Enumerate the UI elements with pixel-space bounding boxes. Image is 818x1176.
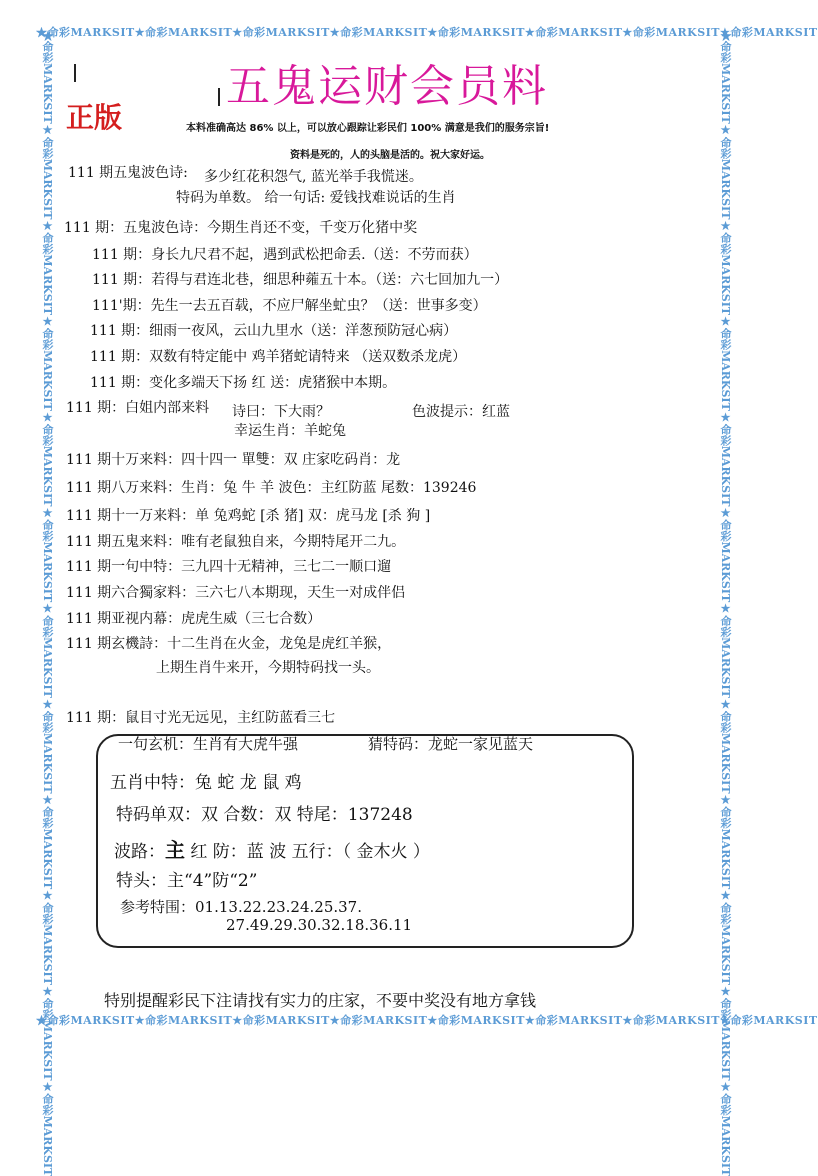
line-3: 111 期：身长九尺君不起，遇到武松把命丢.（送：不劳而获） [92, 247, 478, 263]
subtitle-motto: 资料是死的，人的头脑是活的。祝大家好运。 [290, 150, 490, 161]
box-range-2: 27.49.29.30.32.18.36.11 [226, 916, 413, 934]
box-wave-rest: 红 防：蓝 波 五行：（ 金木火 ） [185, 842, 430, 862]
line-18: 111 期：鼠目寸光无远见，主红防蓝看三七 [66, 710, 336, 726]
border-left: ★命彩MARKSIT★命彩MARKSIT★命彩MARKSIT★命彩MARKSIT★命彩MARKSIT★命彩MARKSIT★命彩MARKSIT★命彩MARKSIT★命彩MARKSIT★命彩MARKSIT★命彩MARKSIT★命彩MARKSIT [41, 30, 54, 1176]
line-1b: 多少红花积怨气, 蓝光举手我慌迷。 [204, 169, 423, 185]
line-11: 111 期八万来料：生肖：兔 牛 羊 波色：主红防蓝 尾数：139246 [66, 480, 477, 496]
subtitle-accuracy: 本料准确高达 86% 以上，可以放心跟踪让彩民们 100% 满意是我们的服务宗旨! [186, 123, 550, 134]
line-15: 111 期六合獨家料：三六七八本期现，天生一对成伴侣 [66, 585, 406, 601]
line-14: 111 期一句中特：三九四十无精神，三七二一顺口遛 [66, 559, 392, 575]
line-9b: 诗曰：下大雨？ [232, 404, 330, 420]
genuine-stamp: 正版 [66, 101, 123, 134]
divider-mark [74, 64, 76, 82]
box-wave-label: 波路： [114, 842, 165, 862]
box-wave [114, 834, 430, 863]
line-1c: 特码为单数。 给一句话: 爱钱找难说话的生肖 [176, 190, 456, 206]
line-17b: 上期生肖牛来开，今期特码找一头。 [156, 660, 380, 676]
box-wave-main: 主 [165, 838, 185, 862]
box-riddle: 一句玄机：生肖有大虎牛强 [118, 735, 299, 753]
box-range: 参考特围：01.13.22.23.24.25.37. [120, 898, 362, 916]
line-9a: 111 期：白姐内部来料 [66, 400, 210, 416]
line-7: 111 期：双数有特定能中 鸡羊猪蛇请特来 （送双数杀龙虎） [90, 349, 467, 365]
line-17a: 111 期玄機詩：十二生肖在火金，龙兔是虎红羊猴， [66, 636, 392, 652]
line-12: 111 期十一万来料：单 兔鸡蛇 [杀 猪] 双：虎马龙 [杀 狗 ] [66, 508, 431, 524]
line-16: 111 期亚视内幕：虎虎生威（三七合数） [66, 611, 322, 627]
line-8: 111 期：变化多端天下扬 红 送：虎猪猴中本期。 [90, 375, 397, 391]
line-5: 111'期：先生一去五百载，不应尸解坐虻虫？（送：世事多变） [92, 298, 487, 314]
page-title: 五鬼运财会员料 [226, 61, 548, 112]
border-right: ★命彩MARKSIT★命彩MARKSIT★命彩MARKSIT★命彩MARKSIT★命彩MARKSIT★命彩MARKSIT★命彩MARKSIT★命彩MARKSIT★命彩MARKSIT★命彩MARKSIT★命彩MARKSIT★命彩MARKSIT [719, 30, 732, 1176]
line-4: 111 期：若得与君连北巷，细思种蕹五十本。（送：六七回加九一） [92, 272, 509, 288]
line-10: 111 期十万来料：四十四一 單雙：双 庄家吃码肖：龙 [66, 452, 401, 468]
box-five-zodiac: 五肖中特：兔 蛇 龙 鼠 鸡 [110, 773, 302, 793]
border-bottom: ★命彩MARKSIT★命彩MARKSIT★命彩MARKSIT★命彩MARKSIT★命彩MARKSIT★命彩MARKSIT★命彩MARKSIT★命彩MARKSIT [36, 1014, 818, 1027]
line-13: 111 期五鬼来料：唯有老鼠独自来，今期特尾开二九。 [66, 534, 406, 550]
divider-mark [218, 88, 220, 106]
line-9d: 幸运生肖：羊蛇兔 [234, 423, 346, 439]
border-top: ★命彩MARKSIT★命彩MARKSIT★命彩MARKSIT★命彩MARKSIT★命彩MARKSIT★命彩MARKSIT★命彩MARKSIT★命彩MARKSIT [36, 26, 818, 39]
line-6: 111 期：细雨一夜风，云山九里水（送：洋葱预防冠心病） [90, 323, 458, 339]
line-9c: 色波提示：红蓝 [412, 404, 510, 420]
line-1a: 111 期五鬼波色诗: [68, 165, 188, 181]
footer-notice: 特别提醒彩民下注请找有实力的庄家，不要中奖没有地方拿钱 [104, 991, 537, 1010]
box-guess: 猜特码：龙蛇一家见蓝天 [368, 735, 534, 753]
line-2: 111 期：五鬼波色诗：今期生肖还不变，千变万化猪中奖 [64, 220, 418, 236]
box-head: 特头：主“4”防“2” [116, 871, 258, 891]
box-odd-even: 特码单双：双 合数：双 特尾：137248 [116, 805, 413, 825]
